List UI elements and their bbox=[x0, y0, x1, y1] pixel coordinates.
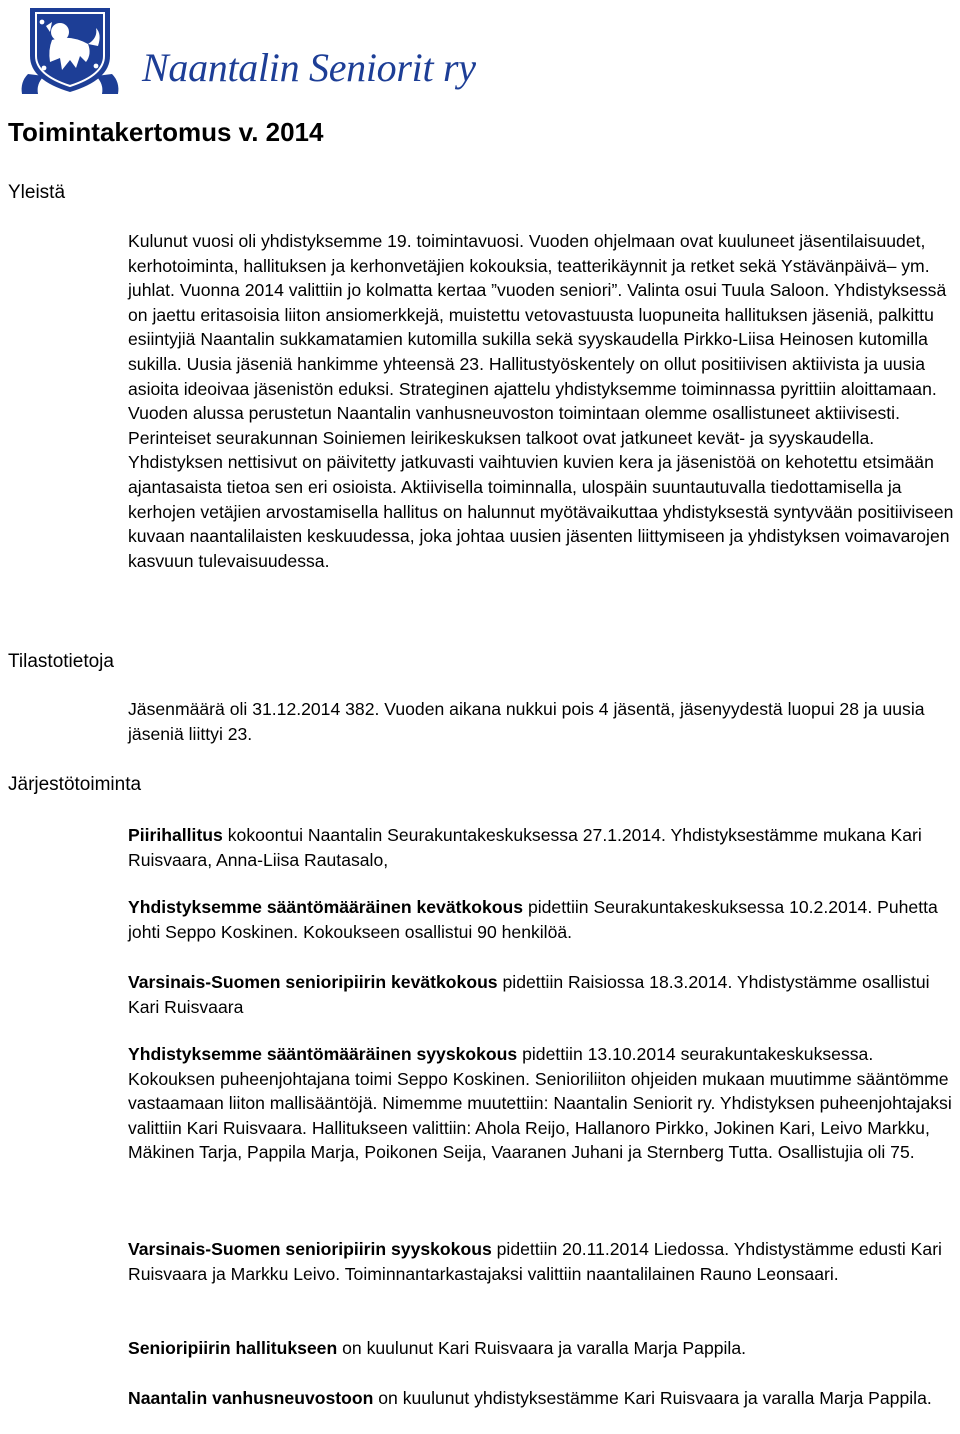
item-bold-label: Piirihallitus bbox=[128, 825, 223, 845]
document-title: Toimintakertomus v. 2014 bbox=[8, 117, 324, 147]
item-text: kokoontui Naantalin Seurakuntakeskuksessa 27.1.2014. Yhdistyksestämme mukana Kari Ruisvaara, Anna-Liisa Rautasalo, bbox=[128, 825, 922, 870]
item-text: on kuulunut Kari Ruisvaara ja varalla Marja Pappila. bbox=[337, 1338, 746, 1358]
item-text: pidettiin 20.11.2014 Liedossa. Yhdistystämme edusti Kari Ruisvaara ja Markku Leivo. Toiminnantarkastajaksi valittiin naantalilainen Rauno Leonsaari. bbox=[128, 1239, 942, 1284]
item-piirihallitus bbox=[128, 823, 958, 872]
item-piiri-kevatkokous bbox=[128, 970, 958, 1019]
item-vanhusneuvosto bbox=[128, 1386, 958, 1411]
item-piiri-syyskokous bbox=[128, 1237, 958, 1286]
organization-name: Naantalin Seniorit ry bbox=[142, 45, 476, 90]
item-bold-label: Yhdistyksemme sääntömääräinen kevätkokous bbox=[128, 897, 524, 917]
item-bold-label: Varsinais-Suomen senioripiirin syyskokous bbox=[128, 1239, 492, 1259]
item-text: pidettiin 13.10.2014 seurakuntakeskuksessa. Kokouksen puheenjohtajana toimi Seppo Koskinen. Senioriliiton ohjeiden mukaan muutimme sääntömme vastaamaan liiton mallisääntöjä. Nimemme muutettiin: Naantalin Seniorit ry. Yhdistyksen puheenjohtajaksi valittiin Kari Ruisvaara. Hallitukseen valittiin: Ahola Reijo, Hallanoro Pirkko, Jokinen Kari, Leivo Markku, Mäkinen Tarja, Pappila Marja, Poikonen Seija, Vaaranen Juhani ja Sternberg Tutta. Osallistujia oli 75. bbox=[128, 1044, 952, 1163]
section-body-tilastotietoja: Jäsenmäärä oli 31.12.2014 382. Vuoden aikana nukkui pois 4 jäsentä, jäsenyydestä luopui 28 ja uusia jäseniä liittyi 23. bbox=[128, 699, 925, 744]
section-heading-yleista: Yleistä bbox=[8, 182, 66, 203]
item-bold-label: Senioripiirin hallitukseen bbox=[128, 1338, 338, 1358]
item-senioripiirin-hallitus bbox=[128, 1336, 958, 1361]
organization-logo bbox=[8, 4, 132, 98]
item-text: on kuulunut yhdistyksestämme Kari Ruisvaara ja varalla Marja Pappila. bbox=[373, 1388, 932, 1408]
lion-crest-icon bbox=[8, 4, 132, 98]
item-bold-label: Naantalin vanhusneuvostoon bbox=[128, 1388, 374, 1408]
item-kevatkokous bbox=[128, 895, 958, 944]
item-syyskokous bbox=[128, 1042, 958, 1165]
item-text: pidettiin Seurakuntakeskuksessa 10.2.2014. Puhetta johti Seppo Koskinen. Kokoukseen osallistui 90 henkilöä. bbox=[128, 897, 938, 942]
item-bold-label: Yhdistyksemme sääntömääräinen syyskokous bbox=[128, 1044, 518, 1064]
item-text: pidettiin Raisiossa 18.3.2014. Yhdistystämme osallistui Kari Ruisvaara bbox=[128, 972, 930, 1017]
section-heading-tilastotietoja: Tilastotietoja bbox=[8, 651, 114, 672]
section-heading-jarjestotoiminta: Järjestötoiminta bbox=[8, 774, 142, 795]
item-bold-label: Varsinais-Suomen senioripiirin kevätkokous bbox=[128, 972, 498, 992]
section-body-yleista: Kulunut vuosi oli yhdistyksemme 19. toimintavuosi. Vuoden ohjelmaan ovat kuuluneet jäsentilaisuudet, kerhotoiminta, hallituksen ja kerhonvetäjien kokouksia, teatterikäynnit ja retket sekä Ystävänpäivä– ym. juhlat. Vuonna 2014 valittiin jo kolmatta kertaa ”vuoden seniori”. Valinta osui Tuula Saloon. Yhdistyksessä on jaettu eritasoisia liiton ansiomerkkejä, muistettu vetovastuusta luopuneita hallituksen jäseniä, palkittu esiintyjiä Naantalin sukkamatamien kutomilla sukilla sekä syyskaudella Pirkko-Liisa Heinosen kutomilla sukilla. Uusia jäseniä hankimme yhteensä 23. Hallitustyöskentely on ollut positiivisen aktiivista ja uusia asioita ideoivaa jäsenistön eduksi. Strateginen ajattelu yhdistyksemme toiminnassa pyrittiin aloittamaan. Vuoden alussa perustetun Naantalin vanhusneuvoston toimintaan olemme osallistuneet aktiivisesti. Perinteiset seurakunnan Soiniemen leirikeskuksen talkoot ovat jatkuneet kevät- ja syyskaudella. Yhdistyksen nettisivut on päivitetty jatkuvasti vaihtuvien kuvien kera ja jäsenistöä on kehotettu etsimään ajantasaista tietoa sen eri osioista. Aktiivisella toiminnalla, ulospäin suuntautuvalla tiedottamisella ja kerhojen vetäjien arvostamisella hallitus on halunnut myötävaikuttaa yhdistyksestä syntyvään positiiviseen kuvaan naantalilaisten keskuudessa, joka johtaa uusien jäsenten liittymiseen ja yhdistyksen voimavarojen kasvuun tulevaisuudessa. bbox=[128, 231, 954, 571]
